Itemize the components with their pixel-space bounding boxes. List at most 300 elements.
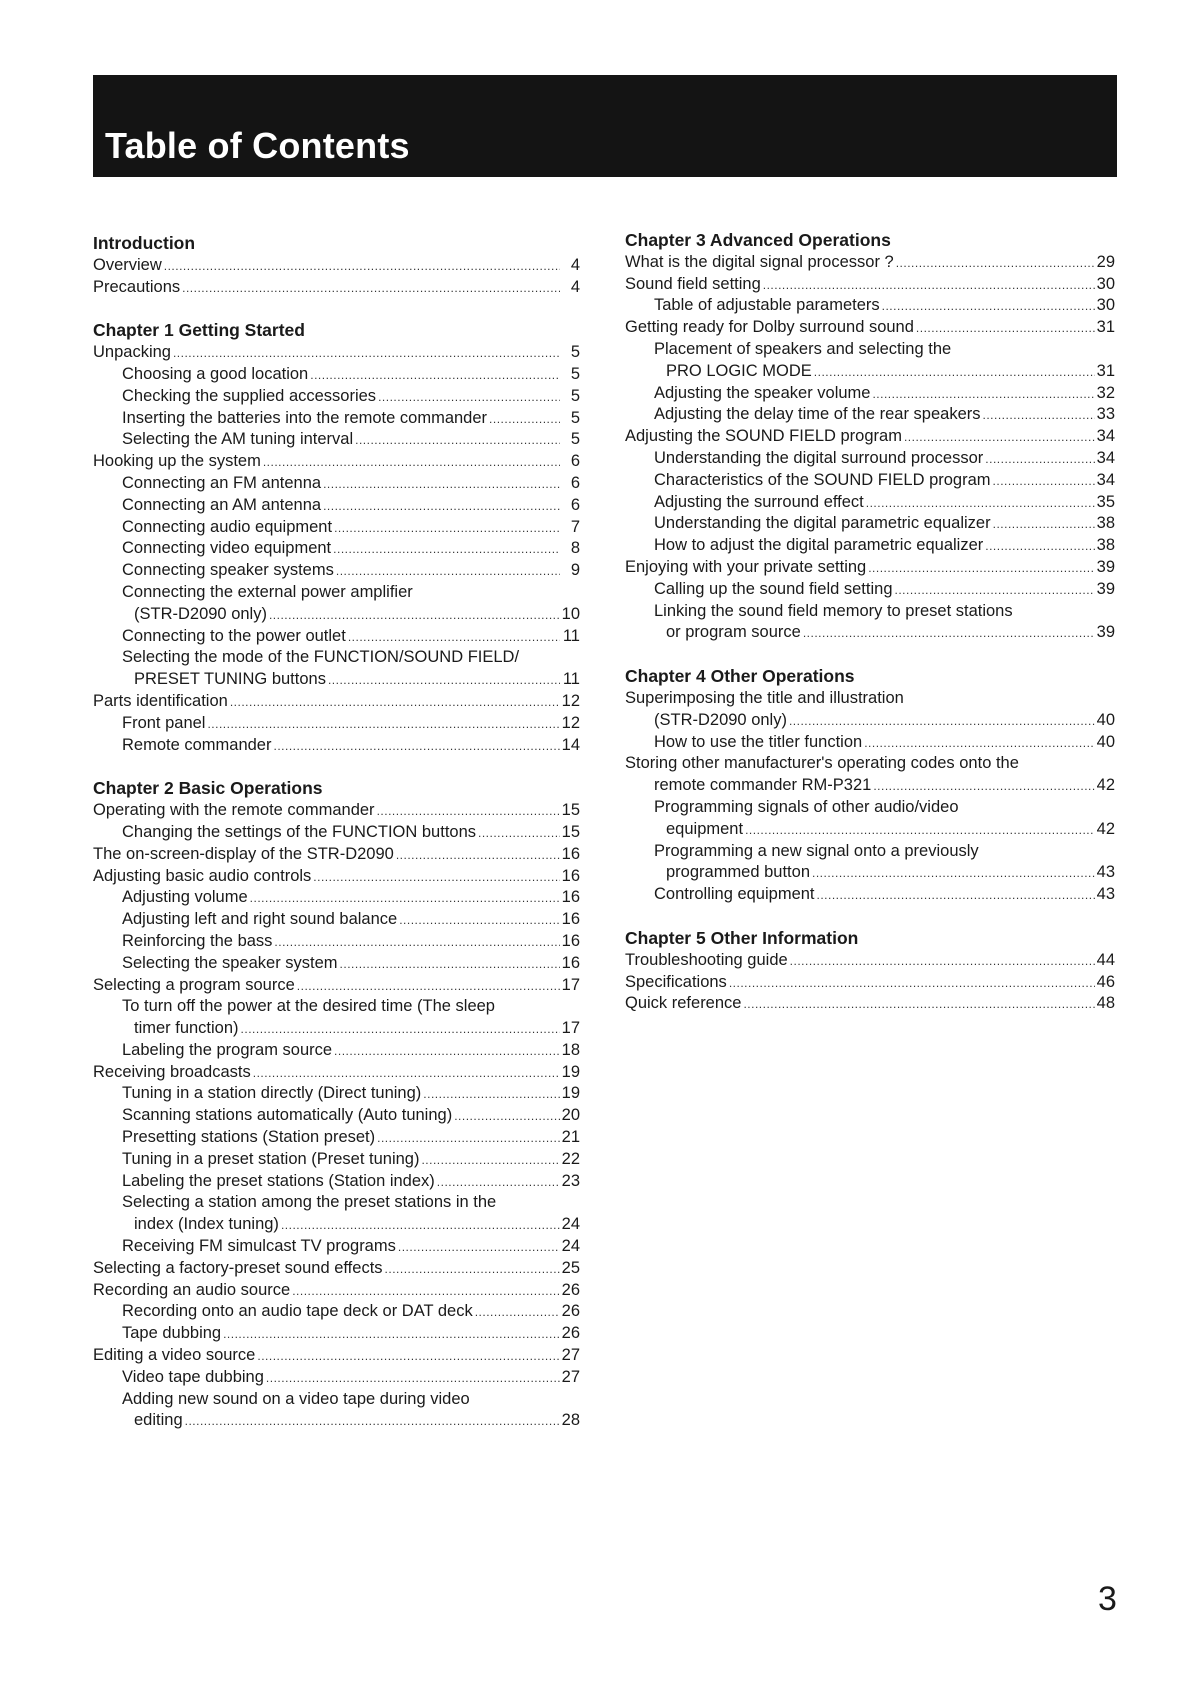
toc-entry[interactable]: [625, 252, 1115, 274]
entry-page-number: 8: [570, 539, 580, 558]
entry-page-number: 27: [561, 1367, 580, 1386]
dot-leader: [993, 470, 1095, 493]
toc-entry[interactable]: [625, 317, 1115, 339]
toc-entry[interactable]: [93, 560, 580, 582]
entry-title: Connecting speaker systems: [122, 561, 334, 580]
entry-page-number: 39: [1096, 579, 1115, 598]
dot-leader: [334, 1040, 560, 1063]
toc-entry[interactable]: [625, 557, 1115, 579]
entry-title: Quick reference: [625, 994, 742, 1013]
toc-entry[interactable]: [93, 866, 580, 888]
entry-page-number: 16: [561, 931, 580, 950]
toc-entry[interactable]: [93, 887, 580, 909]
entry-page-number: 10: [561, 604, 580, 623]
entry-title: Labeling the preset stations (Station index): [122, 1171, 435, 1190]
entry-page-number: 16: [561, 844, 580, 863]
entry-page-number: 16: [561, 910, 580, 929]
entry-page-number: 34: [1096, 470, 1115, 489]
toc-entry[interactable]: [93, 975, 580, 997]
dot-leader: [814, 361, 1095, 384]
toc-entry[interactable]: [93, 1040, 580, 1062]
dot-leader: [182, 277, 560, 300]
entry-title: Enjoying with your private setting: [625, 557, 867, 576]
entry-title: Programming signals of other audio/video: [654, 797, 959, 816]
entry-title: Getting ready for Dolby surround sound: [625, 318, 914, 337]
dot-leader: [328, 669, 560, 692]
toc-entry[interactable]: [93, 953, 580, 975]
entry-title: Selecting the mode of the FUNCTION/SOUND FIELD/: [122, 648, 520, 667]
entry-title: Adjusting the delay time of the rear speakers: [654, 405, 981, 424]
entry-page-number: 30: [1096, 296, 1115, 315]
entry-title: (STR-D2090 only): [134, 604, 267, 623]
entry-page-number: 38: [1096, 536, 1115, 555]
entry-page-number: 18: [561, 1040, 580, 1059]
entry-title: Tuning in a preset station (Preset tuning): [122, 1149, 420, 1168]
entry-title: Adjusting left and right sound balance: [122, 910, 398, 929]
entry-title: Linking the sound field memory to preset stations: [654, 601, 1013, 620]
toc-entry[interactable]: [93, 931, 580, 953]
entry-page-number: 15: [561, 801, 580, 820]
entry-page-number: 42: [1096, 819, 1115, 838]
dot-leader: [185, 1410, 560, 1433]
entry-title: Editing a video source: [93, 1346, 256, 1365]
entry-title: (STR-D2090 only): [654, 710, 787, 729]
entry-title: The on-screen-display of the STR-D2090: [93, 844, 394, 863]
toc-entry[interactable]: [93, 1258, 580, 1280]
toc-entry[interactable]: [93, 408, 580, 430]
toc-right-column: [625, 230, 1115, 1037]
toc-entry[interactable]: [93, 1236, 580, 1258]
entry-page-number: 16: [561, 953, 580, 972]
entry-page-number: 34: [1096, 448, 1115, 467]
toc-entry[interactable]: [93, 1171, 580, 1193]
toc-entry[interactable]: [93, 1367, 580, 1389]
entry-page-number: 26: [561, 1324, 580, 1343]
toc-entry[interactable]: [625, 448, 1115, 470]
entry-page-number: 27: [561, 1346, 580, 1365]
dot-leader: [729, 972, 1095, 995]
entry-page-number: 15: [561, 822, 580, 841]
section-heading: Chapter 5 Other Information: [625, 927, 859, 948]
dot-leader: [230, 691, 560, 714]
toc-entry[interactable]: [93, 604, 580, 626]
entry-title: remote commander RM-P321: [654, 776, 872, 795]
entry-title: Adjusting volume: [122, 888, 248, 907]
dot-leader: [399, 909, 559, 932]
entry-title: Front panel: [122, 713, 206, 732]
toc-entry[interactable]: [93, 364, 580, 386]
toc-entry[interactable]: [93, 1083, 580, 1105]
entry-page-number: 6: [570, 473, 580, 492]
entry-page-number: 7: [570, 517, 580, 536]
entry-title: What is the digital signal processor ?: [625, 252, 894, 271]
entry-title: Receiving FM simulcast TV programs: [122, 1237, 396, 1256]
entry-title: Storing other manufacturer's operating codes onto the: [625, 754, 1019, 773]
dot-leader: [323, 473, 560, 496]
entry-page-number: 40: [1096, 710, 1115, 729]
toc-entry[interactable]: [625, 841, 1115, 863]
entry-title: Specifications: [625, 972, 727, 991]
dot-leader: [257, 1345, 559, 1368]
dot-leader: [437, 1171, 560, 1194]
toc-entry[interactable]: [625, 688, 1115, 710]
entry-page-number: 16: [561, 888, 580, 907]
dot-leader: [763, 274, 1095, 297]
entry-page-number: 12: [561, 713, 580, 732]
dot-leader: [273, 735, 559, 758]
toc-entry[interactable]: [93, 713, 580, 735]
entry-title: Unpacking: [93, 343, 171, 362]
entry-page-number: 12: [561, 691, 580, 710]
entry-title: Tuning in a station directly (Direct tuning): [122, 1084, 422, 1103]
toc-entry[interactable]: [93, 1192, 580, 1214]
dot-leader: [817, 884, 1095, 907]
entry-page-number: 48: [1096, 994, 1115, 1013]
toc-entry[interactable]: [625, 972, 1115, 994]
entry-title: Precautions: [93, 277, 181, 296]
dot-leader: [789, 710, 1095, 733]
entry-title: Characteristics of the SOUND FIELD program: [654, 470, 991, 489]
entry-page-number: 9: [570, 561, 580, 580]
toc-entry[interactable]: [93, 626, 580, 648]
toc-entry[interactable]: [93, 1018, 580, 1040]
toc-entry[interactable]: [625, 470, 1115, 492]
dot-leader: [173, 342, 560, 365]
entry-title: Connecting to the power outlet: [122, 626, 346, 645]
toc-entry[interactable]: [625, 426, 1115, 448]
toc-entry[interactable]: [93, 538, 580, 560]
toc-entry[interactable]: [93, 386, 580, 408]
toc-entry[interactable]: [93, 1214, 580, 1236]
toc-entry[interactable]: [625, 513, 1115, 535]
toc-entry[interactable]: [93, 647, 580, 669]
toc-section: [93, 320, 580, 756]
toc-section: [93, 233, 580, 298]
entry-title: Adding new sound on a video tape during video: [122, 1389, 470, 1408]
toc-entry[interactable]: [93, 1127, 580, 1149]
toc-entry[interactable]: [93, 735, 580, 757]
dot-leader: [475, 1301, 560, 1324]
section-heading: Chapter 1 Getting Started: [93, 320, 305, 341]
toc-entry[interactable]: [93, 1389, 580, 1411]
entry-title: Superimposing the title and illustration: [625, 688, 904, 707]
entry-page-number: 23: [561, 1171, 580, 1190]
entry-title: Receiving broadcasts: [93, 1062, 251, 1081]
entry-title: How to adjust the digital parametric equalizer: [654, 536, 984, 555]
entry-page-number: 22: [561, 1149, 580, 1168]
entry-page-number: 44: [1096, 950, 1115, 969]
dot-leader: [263, 451, 560, 474]
toc-entry[interactable]: [93, 909, 580, 931]
entry-title: Parts identification: [93, 691, 228, 710]
dot-leader: [377, 800, 560, 823]
entry-page-number: 34: [1096, 427, 1115, 446]
dot-leader: [377, 1127, 560, 1150]
dot-leader: [207, 713, 559, 736]
entry-title: Sound field setting: [625, 274, 761, 293]
entry-title: Connecting an AM antenna: [122, 495, 322, 514]
entry-title: index (Index tuning): [134, 1215, 279, 1234]
toc-entry[interactable]: [625, 797, 1115, 819]
toc-entry[interactable]: [625, 295, 1115, 317]
entry-page-number: 30: [1096, 274, 1115, 293]
entry-title: Selecting the AM tuning interval: [122, 430, 354, 449]
toc-entry[interactable]: [93, 1410, 580, 1432]
entry-title: Recording an audio source: [93, 1280, 291, 1299]
dot-leader: [241, 1018, 560, 1041]
dot-leader: [916, 317, 1095, 340]
entry-title: Understanding the digital parametric equalizer: [654, 514, 991, 533]
toc-entry[interactable]: [625, 732, 1115, 754]
entry-page-number: 14: [561, 735, 580, 754]
dot-leader: [454, 1105, 559, 1128]
toc-entry[interactable]: [93, 1323, 580, 1345]
dot-leader: [421, 1149, 559, 1172]
toc-left-column: [93, 233, 580, 1454]
entry-page-number: 43: [1096, 885, 1115, 904]
entry-page-number: 4: [570, 255, 580, 274]
entry-page-number: 38: [1096, 514, 1115, 533]
entry-page-number: 39: [1096, 623, 1115, 642]
entry-title: Controlling equipment: [654, 885, 815, 904]
entry-page-number: 16: [561, 866, 580, 885]
dot-leader: [904, 426, 1095, 449]
entry-title: Selecting the speaker system: [122, 953, 338, 972]
toc-entry[interactable]: [93, 495, 580, 517]
toc-entry[interactable]: [93, 844, 580, 866]
dot-leader: [274, 931, 559, 954]
dot-leader: [336, 560, 560, 583]
dot-leader: [895, 579, 1095, 602]
dot-leader: [864, 732, 1094, 755]
entry-page-number: 20: [561, 1106, 580, 1125]
toc-entry[interactable]: [93, 1105, 580, 1127]
toc-entry[interactable]: [625, 579, 1115, 601]
dot-leader: [266, 1367, 560, 1390]
dot-leader: [348, 626, 560, 649]
entry-title: Table of adjustable parameters: [654, 296, 880, 315]
entry-page-number: 5: [570, 343, 580, 362]
dot-leader: [896, 252, 1095, 275]
entry-title: Selecting a station among the preset stations in the: [122, 1193, 497, 1212]
toc-section: [625, 666, 1115, 906]
dot-leader: [985, 448, 1094, 471]
entry-page-number: 21: [561, 1128, 580, 1147]
toc-entry[interactable]: [625, 775, 1115, 797]
header-banner: [93, 75, 1117, 177]
toc-entry[interactable]: [625, 601, 1115, 623]
entry-page-number: 40: [1096, 732, 1115, 751]
dot-leader: [873, 775, 1094, 798]
toc-entry[interactable]: [93, 800, 580, 822]
dot-leader: [250, 887, 560, 910]
entry-title: How to use the titler function: [654, 732, 863, 751]
entry-page-number: 31: [1096, 361, 1115, 380]
entry-title: Selecting a factory-preset sound effects: [93, 1258, 383, 1277]
dot-leader: [223, 1323, 560, 1346]
entry-title: Choosing a good location: [122, 364, 309, 383]
dot-leader: [745, 819, 1095, 842]
entry-page-number: 35: [1096, 492, 1115, 511]
dot-leader: [323, 495, 560, 518]
entry-title: timer function): [134, 1019, 239, 1038]
entry-page-number: 25: [561, 1258, 580, 1277]
toc-entry[interactable]: [625, 492, 1115, 514]
entry-title: Changing the settings of the FUNCTION buttons: [122, 822, 477, 841]
toc-entry[interactable]: [93, 1149, 580, 1171]
entry-title: Scanning stations automatically (Auto tuning): [122, 1106, 453, 1125]
entry-title: editing: [134, 1411, 183, 1430]
toc-entry[interactable]: [93, 451, 580, 473]
entry-page-number: 11: [562, 670, 580, 689]
toc-section: [625, 230, 1115, 644]
toc-entry[interactable]: [625, 339, 1115, 361]
entry-page-number: 29: [1096, 252, 1115, 271]
dot-leader: [310, 364, 560, 387]
dot-leader: [281, 1214, 560, 1237]
entry-page-number: 5: [570, 386, 580, 405]
page-title: Table of Contents: [105, 125, 410, 166]
entry-page-number: 42: [1096, 776, 1115, 795]
toc-entry[interactable]: [93, 342, 580, 364]
toc-section: [93, 778, 580, 1432]
toc-entry[interactable]: [93, 669, 580, 691]
entry-page-number: 43: [1096, 863, 1115, 882]
toc-entry[interactable]: [93, 1280, 580, 1302]
entry-page-number: 24: [561, 1215, 580, 1234]
entry-page-number: 39: [1096, 557, 1115, 576]
entry-title: equipment: [666, 819, 744, 838]
entry-page-number: 28: [561, 1411, 580, 1430]
toc-entry[interactable]: [93, 517, 580, 539]
dot-leader: [812, 862, 1095, 885]
toc-entry[interactable]: [93, 691, 580, 713]
dot-leader: [385, 1258, 560, 1281]
entry-page-number: 33: [1096, 405, 1115, 424]
entry-title: Hooking up the system: [93, 452, 261, 471]
toc-entry[interactable]: [93, 473, 580, 495]
toc-entry[interactable]: [625, 993, 1115, 1015]
entry-page-number: 6: [570, 495, 580, 514]
entry-title: Overview: [93, 255, 162, 274]
toc-entry[interactable]: [93, 277, 580, 299]
dot-leader: [993, 513, 1095, 536]
entry-title: PRO LOGIC MODE: [666, 361, 812, 380]
toc-entry[interactable]: [93, 996, 580, 1018]
entry-page-number: 26: [561, 1280, 580, 1299]
toc-entry[interactable]: [93, 255, 580, 277]
dot-leader: [378, 386, 560, 409]
toc-entry[interactable]: [93, 582, 580, 604]
entry-page-number: 31: [1096, 318, 1115, 337]
entry-page-number: 32: [1096, 383, 1115, 402]
section-heading: Chapter 4 Other Operations: [625, 666, 855, 687]
dot-leader: [983, 404, 1095, 427]
entry-title: To turn off the power at the desired time (The sleep: [122, 997, 495, 1016]
dot-leader: [803, 622, 1095, 645]
entry-title: or program source: [666, 623, 801, 642]
dot-leader: [398, 1236, 560, 1259]
entry-page-number: 46: [1096, 972, 1115, 991]
entry-title: Checking the supplied accessories: [122, 386, 377, 405]
toc-entry[interactable]: [93, 1062, 580, 1084]
entry-title: Connecting the external power amplifier: [122, 582, 413, 601]
toc-entry[interactable]: [625, 274, 1115, 296]
toc-entry[interactable]: [93, 822, 580, 844]
toc-entry[interactable]: [625, 819, 1115, 841]
entry-page-number: 17: [561, 1019, 580, 1038]
toc-entry[interactable]: [625, 622, 1115, 644]
entry-page-number: 5: [570, 364, 580, 383]
dot-leader: [423, 1083, 559, 1106]
entry-title: Adjusting the SOUND FIELD program: [625, 427, 902, 446]
toc-entry[interactable]: [625, 862, 1115, 884]
entry-title: PRESET TUNING buttons: [134, 670, 326, 689]
toc-entry[interactable]: [625, 383, 1115, 405]
dot-leader: [333, 538, 560, 561]
entry-page-number: 17: [561, 975, 580, 994]
entry-title: Adjusting basic audio controls: [93, 866, 312, 885]
toc-entry[interactable]: [93, 429, 580, 451]
entry-title: Remote commander: [122, 735, 272, 754]
dot-leader: [790, 950, 1095, 973]
entry-page-number: 5: [570, 430, 580, 449]
entry-page-number: 19: [561, 1084, 580, 1103]
toc-entry[interactable]: [625, 753, 1115, 775]
entry-title: Presetting stations (Station preset): [122, 1128, 376, 1147]
section-heading: Chapter 2 Basic Operations: [93, 778, 323, 799]
dot-leader: [478, 822, 560, 845]
entry-title: Video tape dubbing: [122, 1367, 264, 1386]
dot-leader: [164, 255, 560, 278]
toc-section: [625, 928, 1115, 1015]
entry-title: Connecting an FM antenna: [122, 473, 322, 492]
toc-entry[interactable]: [625, 950, 1115, 972]
entry-title: Placement of speakers and selecting the: [654, 339, 952, 358]
entry-title: Tape dubbing: [122, 1324, 222, 1343]
entry-title: Understanding the digital surround processor: [654, 448, 984, 467]
dot-leader: [882, 295, 1095, 318]
entry-page-number: 26: [561, 1302, 580, 1321]
entry-page-number: 6: [570, 452, 580, 471]
entry-title: Adjusting the speaker volume: [654, 383, 871, 402]
page-number: 3: [1098, 1580, 1117, 1618]
entry-title: Reinforcing the bass: [122, 931, 273, 950]
dot-leader: [985, 535, 1094, 558]
toc-entry[interactable]: [625, 535, 1115, 557]
section-heading: Chapter 3 Advanced Operations: [625, 230, 891, 250]
entry-title: Operating with the remote commander: [93, 801, 375, 820]
entry-title: Connecting video equipment: [122, 539, 332, 558]
toc-entry[interactable]: [93, 1301, 580, 1323]
entry-title: programmed button: [666, 863, 810, 882]
entry-title: Connecting audio equipment: [122, 517, 333, 536]
dot-leader: [489, 408, 560, 431]
toc-entry[interactable]: [625, 404, 1115, 426]
toc-entry[interactable]: [93, 1345, 580, 1367]
toc-entry[interactable]: [625, 884, 1115, 906]
dot-leader: [297, 975, 560, 998]
entry-page-number: 19: [561, 1062, 580, 1081]
dot-leader: [743, 993, 1094, 1016]
toc-entry[interactable]: [625, 361, 1115, 383]
entry-title: Recording onto an audio tape deck or DAT deck: [122, 1302, 473, 1321]
toc-entry[interactable]: [625, 710, 1115, 732]
dot-leader: [866, 492, 1095, 515]
dot-leader: [872, 383, 1094, 406]
entry-title: Adjusting the surround effect: [654, 492, 864, 511]
entry-page-number: 11: [562, 626, 580, 645]
